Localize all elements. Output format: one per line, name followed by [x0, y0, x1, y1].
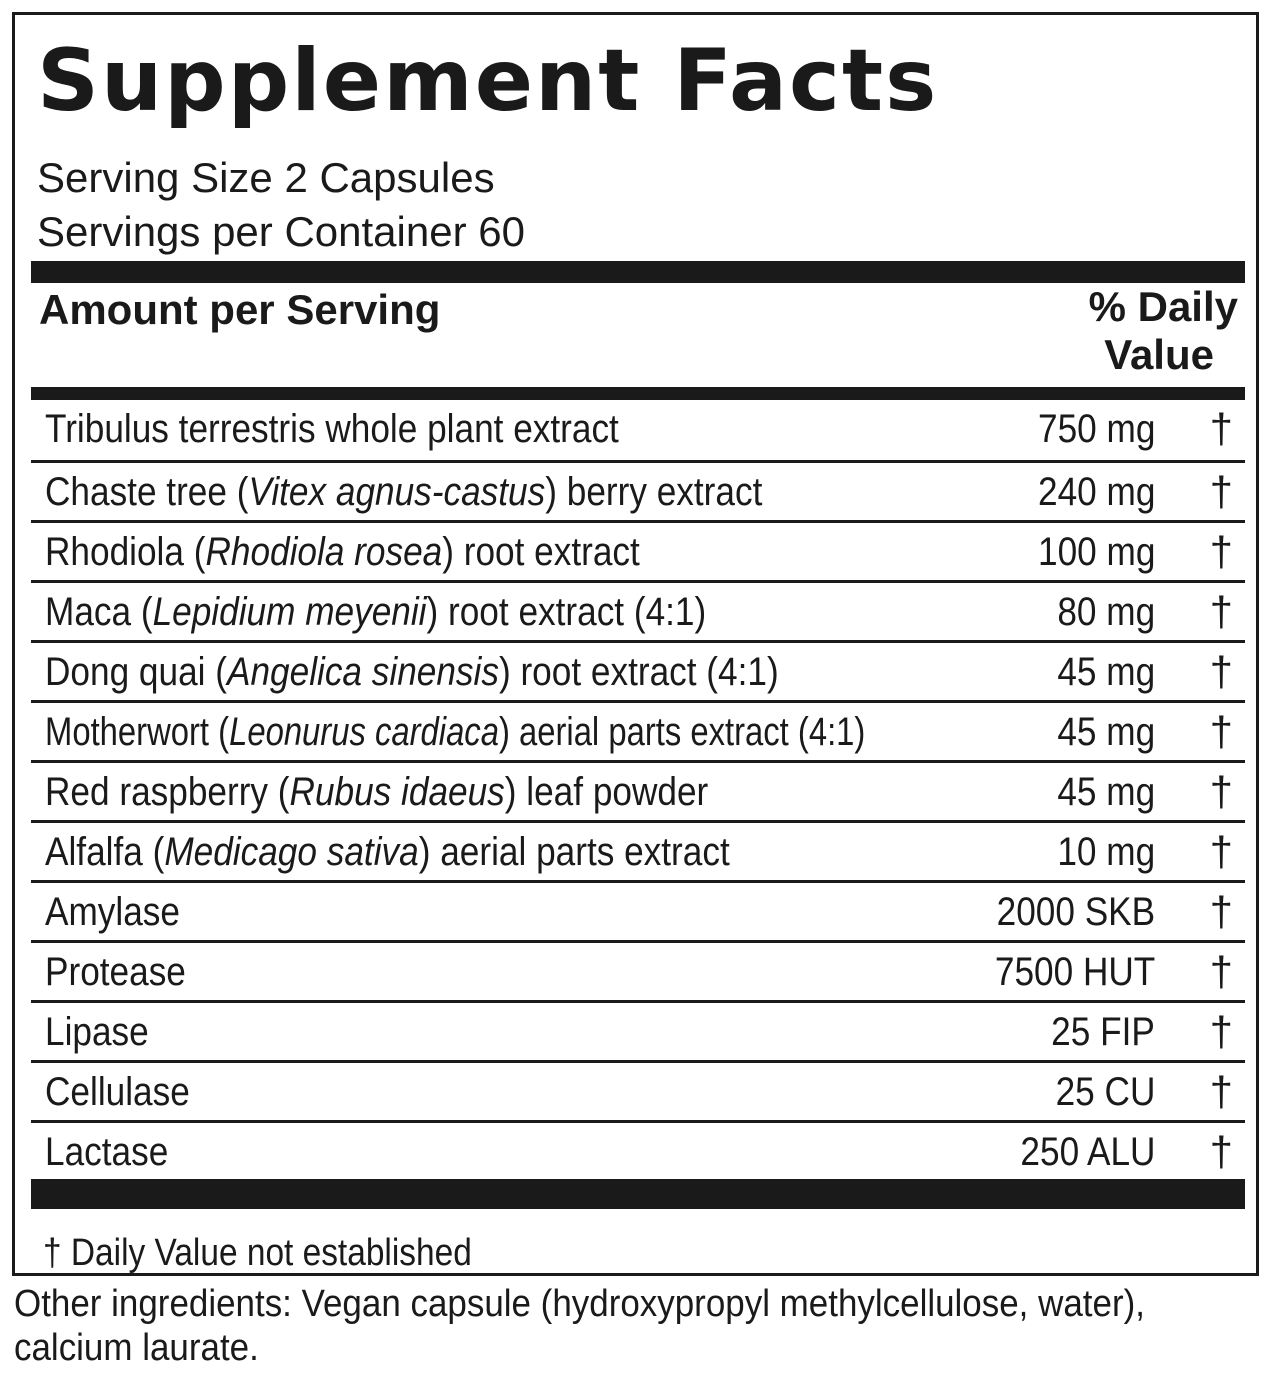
- daily-value-dagger: †: [1209, 1128, 1233, 1175]
- ingredient-row: [31, 760, 1245, 820]
- ingredient-name-common: Lactase: [45, 1130, 169, 1174]
- daily-value-dagger: †: [1209, 588, 1233, 635]
- daily-value-dagger: †: [1209, 1008, 1233, 1055]
- ingredient-name-common: Red raspberry (: [45, 770, 290, 814]
- ingredient-name-common: Tribulus terrestris whole plant extract: [45, 407, 619, 451]
- ingredient-name-common: Maca (: [45, 590, 153, 634]
- ingredient-name-latin: Medicago sativa: [164, 830, 419, 874]
- ingredient-name-part: ) leaf powder: [504, 770, 709, 814]
- ingredient-row: [31, 1120, 1245, 1180]
- ingredient-row: [31, 1000, 1245, 1060]
- ingredient-name: [45, 404, 619, 454]
- ingredient-name-part: ) root extract (4:1): [426, 590, 707, 634]
- daily-value-dagger: †: [1209, 768, 1233, 815]
- ingredient-amount: 80 mg: [1057, 590, 1155, 634]
- ingredient-amount: 45 mg: [1057, 710, 1155, 754]
- thick-divider-bottom: [31, 1179, 1245, 1209]
- daily-value-heading: [978, 283, 1238, 379]
- ingredient-name: [45, 827, 730, 877]
- ingredient-name-part: ) aerial parts extract: [418, 830, 730, 874]
- ingredient-amount: 750 mg: [1037, 407, 1155, 451]
- ingredient-row: [31, 400, 1245, 460]
- ingredient-name-common: Amylase: [45, 890, 180, 934]
- ingredient-name-latin: Rhodiola rosea: [205, 530, 443, 574]
- daily-value-heading-line2: Value: [1104, 331, 1214, 378]
- supplement-facts-panel: [12, 12, 1259, 1276]
- ingredient-name: [45, 467, 762, 517]
- ingredient-amount: 240 mg: [1037, 470, 1155, 514]
- ingredient-name-common: Rhodiola (: [45, 530, 206, 574]
- ingredient-row: [31, 940, 1245, 1000]
- ingredient-row: [31, 820, 1245, 880]
- ingredient-row: [31, 520, 1245, 580]
- ingredient-name-common: Motherwort (: [45, 710, 230, 754]
- daily-value-dagger: †: [1209, 528, 1233, 575]
- daily-value-footnote: † Daily Value not established: [43, 1232, 472, 1274]
- serving-size: Serving Size 2 Capsules: [37, 154, 495, 201]
- ingredient-row: [31, 1060, 1245, 1120]
- daily-value-dagger: †: [1209, 648, 1233, 695]
- daily-value-dagger: †: [1209, 405, 1233, 452]
- panel-title: Supplement Facts: [37, 31, 939, 131]
- ingredient-amount: 7500 HUT: [994, 950, 1155, 994]
- ingredient-amount: 45 mg: [1057, 650, 1155, 694]
- ingredient-name-common: Dong quai (: [45, 650, 227, 694]
- ingredient-amount: 2000 SKB: [996, 890, 1155, 934]
- ingredient-name: [45, 1007, 149, 1057]
- ingredient-name: [45, 707, 865, 757]
- other-ingredients-line1: Other ingredients: Vegan capsule (hydroxypropyl methylcellulose, water),: [14, 1283, 1145, 1325]
- ingredient-name-part: ) aerial parts extract (4:1): [498, 710, 866, 754]
- ingredient-name: [45, 767, 708, 817]
- ingredient-name-common: Alfalfa (: [45, 830, 165, 874]
- ingredient-row: [31, 880, 1245, 940]
- daily-value-dagger: †: [1209, 828, 1233, 875]
- ingredient-table: [31, 400, 1245, 1180]
- other-ingredients: [14, 1282, 1164, 1370]
- ingredient-name: [45, 887, 180, 937]
- daily-value-dagger: †: [1209, 948, 1233, 995]
- daily-value-dagger: †: [1209, 1068, 1233, 1115]
- ingredient-name: [45, 1127, 168, 1177]
- ingredient-name-latin: Vitex agnus-castus: [248, 470, 546, 514]
- ingredient-name-latin: Leonurus cardiaca: [229, 710, 499, 754]
- ingredient-name-common: Lipase: [45, 1010, 149, 1054]
- ingredient-name-common: Protease: [45, 950, 186, 994]
- ingredient-amount: 25 FIP: [1051, 1010, 1155, 1054]
- ingredient-name: [45, 647, 779, 697]
- daily-value-dagger: †: [1209, 888, 1233, 935]
- ingredient-row: [31, 460, 1245, 520]
- ingredient-name-latin: Rubus idaeus: [289, 770, 505, 814]
- amount-per-serving-heading: Amount per Serving: [39, 286, 441, 333]
- thick-divider-top: [31, 261, 1245, 283]
- ingredient-row: [31, 580, 1245, 640]
- ingredient-row: [31, 700, 1245, 760]
- other-ingredients-line2: calcium laurate.: [14, 1327, 259, 1369]
- ingredient-name: [45, 947, 186, 997]
- ingredient-amount: 10 mg: [1057, 830, 1155, 874]
- ingredient-name-part: ) berry extract: [545, 470, 763, 514]
- daily-value-dagger: †: [1209, 468, 1233, 515]
- ingredient-name-latin: Lepidium meyenii: [152, 590, 427, 634]
- ingredient-name: [45, 1067, 190, 1117]
- ingredient-amount: 45 mg: [1057, 770, 1155, 814]
- daily-value-dagger: †: [1209, 708, 1233, 755]
- ingredient-name-part: ) root extract: [442, 530, 640, 574]
- ingredient-name-part: ) root extract (4:1): [498, 650, 779, 694]
- servings-per-container: Servings per Container 60: [37, 208, 525, 255]
- ingredient-name-common: Cellulase: [45, 1070, 190, 1114]
- ingredient-name: [45, 587, 706, 637]
- ingredient-amount: 100 mg: [1037, 530, 1155, 574]
- ingredient-row: [31, 640, 1245, 700]
- ingredient-name-latin: Angelica sinensis: [226, 650, 499, 694]
- medium-divider: [31, 387, 1245, 400]
- ingredient-name: [45, 527, 640, 577]
- ingredient-name-common: Chaste tree (: [45, 470, 249, 514]
- daily-value-heading-line1: % Daily: [1088, 283, 1238, 330]
- ingredient-amount: 25 CU: [1055, 1070, 1155, 1114]
- ingredient-amount: 250 ALU: [1019, 1130, 1155, 1174]
